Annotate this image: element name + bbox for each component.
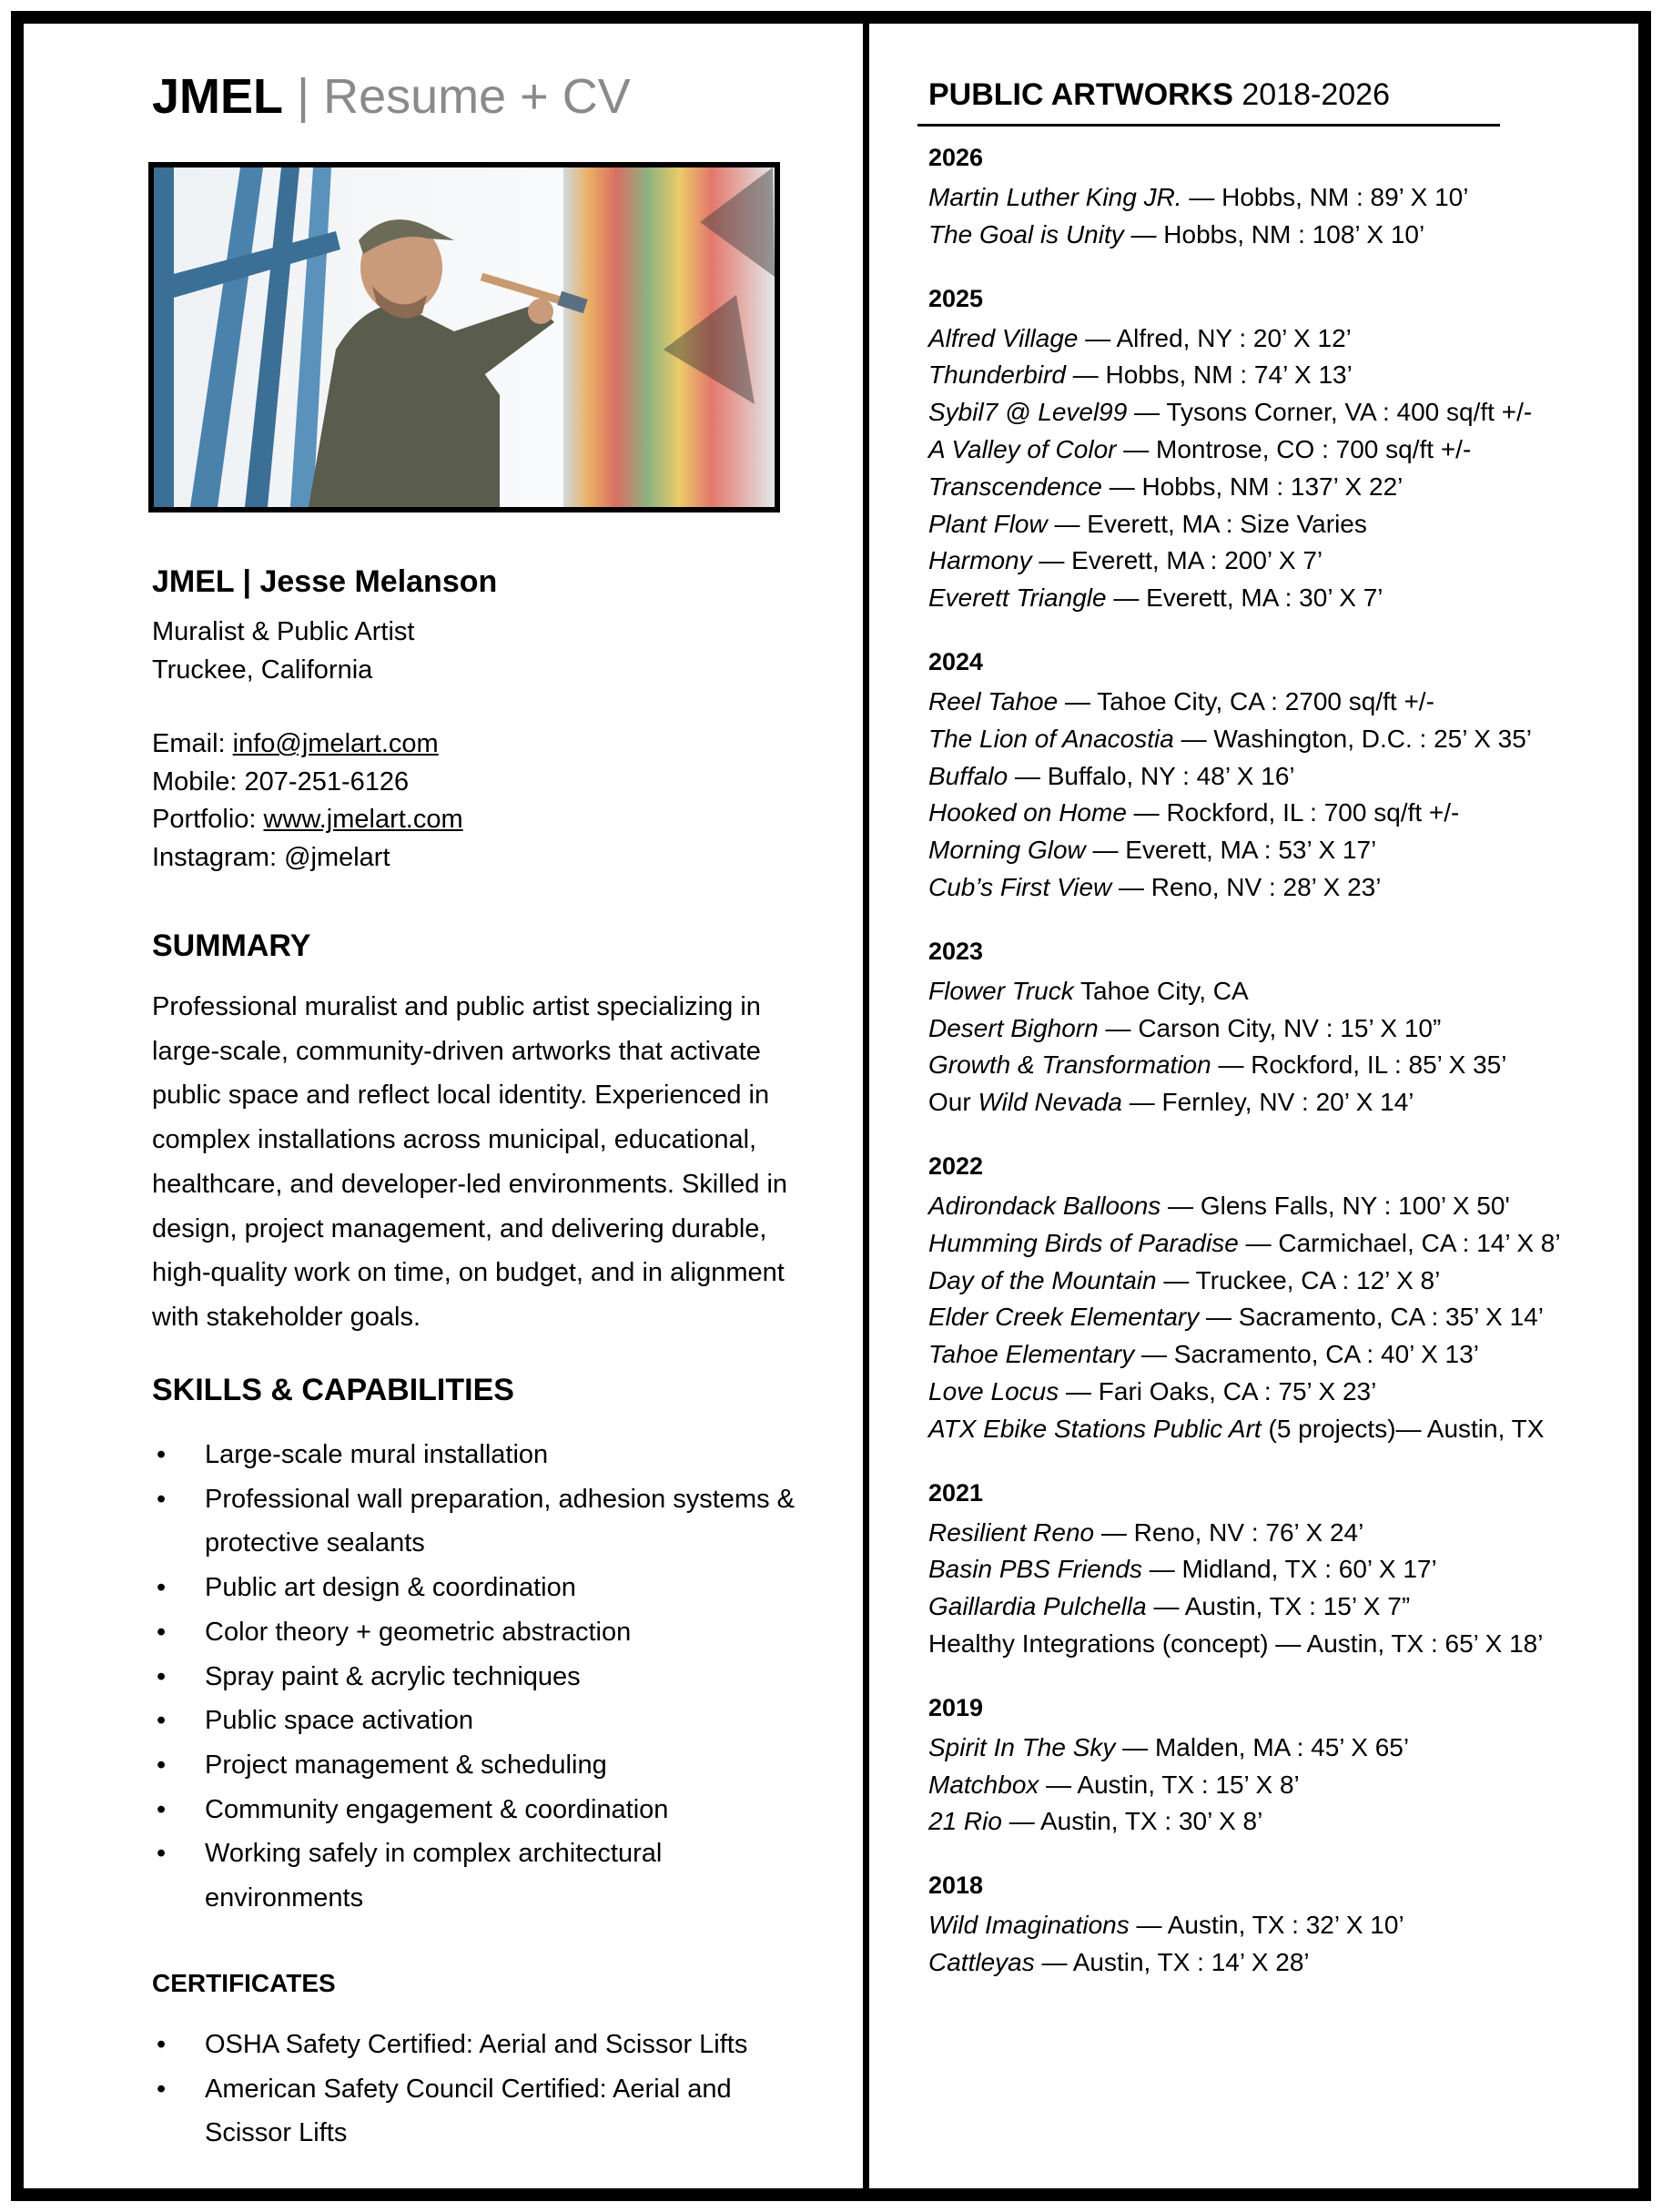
- artwork-title: Growth & Transformation: [928, 1050, 1211, 1080]
- year-block: [928, 1473, 1620, 1663]
- artwork-item: Plant Flow — Everett, MA : Size Varies: [928, 509, 1367, 538]
- certificate-item: • OSHA Safety Certified: Aerial and Scissor Lifts: [152, 2023, 807, 2067]
- artwork-title: Everett Triangle: [928, 583, 1107, 613]
- year-heading: 2018: [928, 1872, 984, 1900]
- artwork-item: The Goal is Unity — Hobbs, NM : 108’ X 10’: [928, 219, 1425, 249]
- artwork-item: Love Locus — Fari Oaks, CA : 75’ X 23’: [928, 1376, 1377, 1405]
- artwork-item: Thunderbird — Hobbs, NM : 74’ X 13’: [928, 360, 1353, 390]
- contact-block: [152, 614, 463, 877]
- artwork-item: Hooked on Home — Rockford, IL : 700 sq/ft +/-: [928, 798, 1460, 827]
- artwork-title: Harmony: [928, 546, 1032, 575]
- artwork-item: A Valley of Color — Montrose, CO : 700 sq/ft +/-: [928, 434, 1472, 463]
- artwork-item: Buffalo — Buffalo, NY : 48’ X 16’: [928, 761, 1295, 790]
- artwork-item: Resilient Reno — Reno, NV : 76’ X 24’: [928, 1517, 1364, 1547]
- artwork-title: Adirondack Balloons: [928, 1191, 1161, 1220]
- year-heading: 2026: [928, 144, 984, 171]
- artwork-item: Flower Truck Tahoe City, CA: [928, 976, 1249, 1005]
- skill-item: • Large-scale mural installation: [152, 1433, 807, 1477]
- artwork-item: Day of the Mountain — Truckee, CA : 12’ X 8’: [928, 1265, 1441, 1294]
- artwork-title: Spirit In The Sky: [928, 1732, 1116, 1761]
- artwork-title: Wild Imaginations: [928, 1911, 1130, 1940]
- artwork-title: Alfred Village: [928, 323, 1079, 352]
- artwork-title: Thunderbird: [928, 360, 1066, 390]
- artwork-title: Gaillardia Pulchella: [928, 1592, 1147, 1621]
- skill-item: • Color theory + geometric abstraction: [152, 1610, 807, 1655]
- artwork-item: The Lion of Anacostia — Washington, D.C. : 25’ X 35’: [928, 724, 1533, 753]
- artwork-item: Spirit In The Sky — Malden, MA : 45’ X 65’: [928, 1732, 1410, 1761]
- artwork-item: Harmony — Everett, MA : 200’ X 7’: [928, 546, 1323, 575]
- artwork-item: Sybil7 @ Level99 — Tysons Corner, VA : 400 sq/ft +/-: [928, 398, 1533, 427]
- artwork-item: Adirondack Balloons — Glens Falls, NY : 100’ X 50': [928, 1191, 1510, 1220]
- artwork-title: The Goal is Unity: [928, 219, 1124, 249]
- artwork-item: Basin PBS Friends — Midland, TX : 60’ X 17’: [928, 1555, 1437, 1584]
- skill-item: • Spray paint & acrylic techniques: [152, 1655, 807, 1700]
- artwork-item: Humming Birds of Paradise — Carmichael, CA : 14’ X 8’: [928, 1228, 1561, 1257]
- artist-photo: [148, 162, 780, 512]
- artwork-title: Hooked on Home: [928, 798, 1127, 827]
- year-heading: 2021: [928, 1478, 984, 1507]
- title-separator: |: [297, 69, 310, 124]
- email-row: Email: info@jmelart.com: [152, 729, 439, 758]
- artwork-item: Cattleyas — Austin, TX : 14’ X 28’: [928, 1947, 1310, 1976]
- artwork-item: Alfred Village — Alfred, NY : 20’ X 12’: [928, 323, 1352, 352]
- artwork-item: Gaillardia Pulchella — Austin, TX : 15’ X 7”: [928, 1592, 1411, 1621]
- artwork-item: 21 Rio — Austin, TX : 30’ X 8’: [928, 1807, 1263, 1836]
- column-divider: [863, 11, 869, 2201]
- artwork-title: Reel Tahoe: [928, 686, 1059, 715]
- summary-heading: SUMMARY: [152, 928, 311, 963]
- skill-item: • Project management & scheduling: [152, 1743, 807, 1788]
- mobile-number: 207-251-6126: [244, 766, 410, 797]
- skill-item: • Public art design & coordination: [152, 1566, 807, 1610]
- year-block: [928, 931, 1620, 1121]
- skill-item: • Public space activation: [152, 1699, 807, 1743]
- artwork-title: Cub’s First View: [928, 872, 1112, 901]
- artworks-heading: PUBLIC ARTWORKS 2018-2026: [928, 77, 1390, 112]
- header: [152, 64, 789, 129]
- artwork-item: Matchbox — Austin, TX : 15’ X 8’: [928, 1770, 1300, 1799]
- year-block: [928, 1688, 1620, 1841]
- portfolio-row: Portfolio: www.jmelart.com: [152, 805, 463, 834]
- year-heading: 2019: [928, 1693, 984, 1721]
- page-subtitle: Resume + CV: [323, 69, 631, 124]
- year-block: [928, 1146, 1620, 1448]
- year-block: [928, 137, 1620, 254]
- year-block: [928, 1865, 1620, 1982]
- artwork-title: Transcendence: [928, 472, 1102, 501]
- certificates-list: [152, 2023, 807, 2156]
- artwork-title: A Valley of Color: [928, 434, 1117, 463]
- artworks-list: [928, 137, 1620, 1982]
- artwork-title: Morning Glow: [928, 836, 1086, 865]
- instagram-handle: @jmelart: [284, 842, 390, 872]
- artwork-item: ATX Ebike Stations Public Art (5 projects)— Austin, TX: [928, 1414, 1545, 1443]
- artwork-item: Morning Glow — Everett, MA : 53’ X 17’: [928, 836, 1377, 865]
- instagram-row: Instagram: @jmelart: [152, 842, 390, 872]
- email-link[interactable]: info@jmelart.com: [232, 729, 439, 758]
- artwork-title: Flower Truck: [928, 976, 1074, 1005]
- artwork-title: Tahoe Elementary: [928, 1340, 1135, 1369]
- artwork-item: Growth & Transformation — Rockford, IL : 85’ X 35’: [928, 1050, 1507, 1080]
- year-block: [928, 642, 1620, 907]
- profile-location: Truckee, California: [152, 654, 373, 685]
- skills-list: [152, 1433, 807, 1921]
- artwork-item: Martin Luther King JR. — Hobbs, NM : 89’ X 10’: [928, 183, 1469, 211]
- profile-title: Muralist & Public Artist: [152, 617, 415, 646]
- artwork-title: Humming Birds of Paradise: [928, 1228, 1239, 1257]
- year-heading: 2023: [928, 937, 984, 965]
- artwork-title: ATX Ebike Stations Public Art: [928, 1414, 1262, 1443]
- portfolio-link[interactable]: www.jmelart.com: [263, 805, 463, 834]
- artwork-item: Wild Imaginations — Austin, TX : 32’ X 10’: [928, 1911, 1404, 1940]
- artwork-title: Martin Luther King JR.: [928, 183, 1182, 211]
- year-heading: 2024: [928, 647, 984, 675]
- brand-name: JMEL: [152, 69, 284, 124]
- skills-heading: SKILLS & CAPABILITIES: [152, 1373, 514, 1407]
- artworks-section: [928, 75, 1620, 2006]
- artwork-title: The Lion of Anacostia: [928, 724, 1174, 753]
- artwork-item: Elder Creek Elementary — Sacramento, CA : 35’ X 14’: [928, 1303, 1544, 1332]
- skill-item: • Professional wall preparation, adhesion systems & protective sealants: [152, 1477, 807, 1566]
- artwork-item: Cub’s First View — Reno, NV : 28’ X 23’: [928, 872, 1382, 901]
- page-title: [152, 64, 789, 129]
- artwork-item: Tahoe Elementary — Sacramento, CA : 40’ X 13’: [928, 1340, 1479, 1369]
- artwork-title: 21 Rio: [928, 1807, 1002, 1836]
- heading-rule: [917, 124, 1500, 127]
- artwork-title: Matchbox: [928, 1770, 1039, 1799]
- artwork-item: Everett Triangle — Everett, MA : 30’ X 7’: [928, 583, 1383, 613]
- artwork-title: Wild Nevada: [978, 1088, 1122, 1117]
- artwork-item: Our Wild Nevada — Fernley, NV : 20’ X 14’: [928, 1088, 1414, 1117]
- artwork-title: Resilient Reno: [928, 1517, 1095, 1547]
- artwork-title: Sybil7 @ Level99: [928, 398, 1128, 427]
- profile-name: JMEL | Jesse Melanson: [152, 564, 498, 599]
- artwork-title: Desert Bighorn: [928, 1013, 1099, 1042]
- artwork-title: Cattleyas: [928, 1947, 1035, 1976]
- mobile-row: Mobile: 207-251-6126: [152, 766, 410, 797]
- summary-text: Professional muralist and public artist specializing in large-scale, community-driven artworks that activate public space and reflect local identity. Experienced in complex installations across municipal, educational, healthcare, and developer-led environments. Skilled in design, project management, and delivering durable, high-quality work on time, on budget, and in alignment with stakeholder goals.: [152, 992, 788, 1332]
- artwork-item: Transcendence — Hobbs, NM : 137’ X 22’: [928, 472, 1404, 501]
- certificate-item: • American Safety Council Certified: Aerial and Scissor Lifts: [152, 2067, 807, 2156]
- skill-item: • Community engagement & coordination: [152, 1788, 807, 1832]
- artwork-title: Basin PBS Friends: [928, 1555, 1142, 1584]
- certificates-heading: CERTIFICATES: [152, 1969, 336, 1997]
- artwork-item: Healthy Integrations (concept) — Austin, TX : 65’ X 18’: [928, 1629, 1544, 1658]
- artwork-title: Day of the Mountain: [928, 1265, 1157, 1294]
- artwork-title: Plant Flow: [928, 509, 1048, 538]
- artwork-title: Buffalo: [928, 761, 1008, 790]
- artwork-title: Love Locus: [928, 1376, 1059, 1405]
- artwork-item: Desert Bighorn — Carson City, NV : 15’ X 10”: [928, 1013, 1442, 1042]
- skill-item: • Working safely in complex architectural environments: [152, 1831, 807, 1920]
- year-block: [928, 279, 1620, 617]
- artwork-title: Elder Creek Elementary: [928, 1303, 1200, 1332]
- artwork-item: Reel Tahoe — Tahoe City, CA : 2700 sq/ft +/-: [928, 686, 1434, 715]
- year-heading: 2022: [928, 1152, 984, 1180]
- year-heading: 2025: [928, 284, 984, 312]
